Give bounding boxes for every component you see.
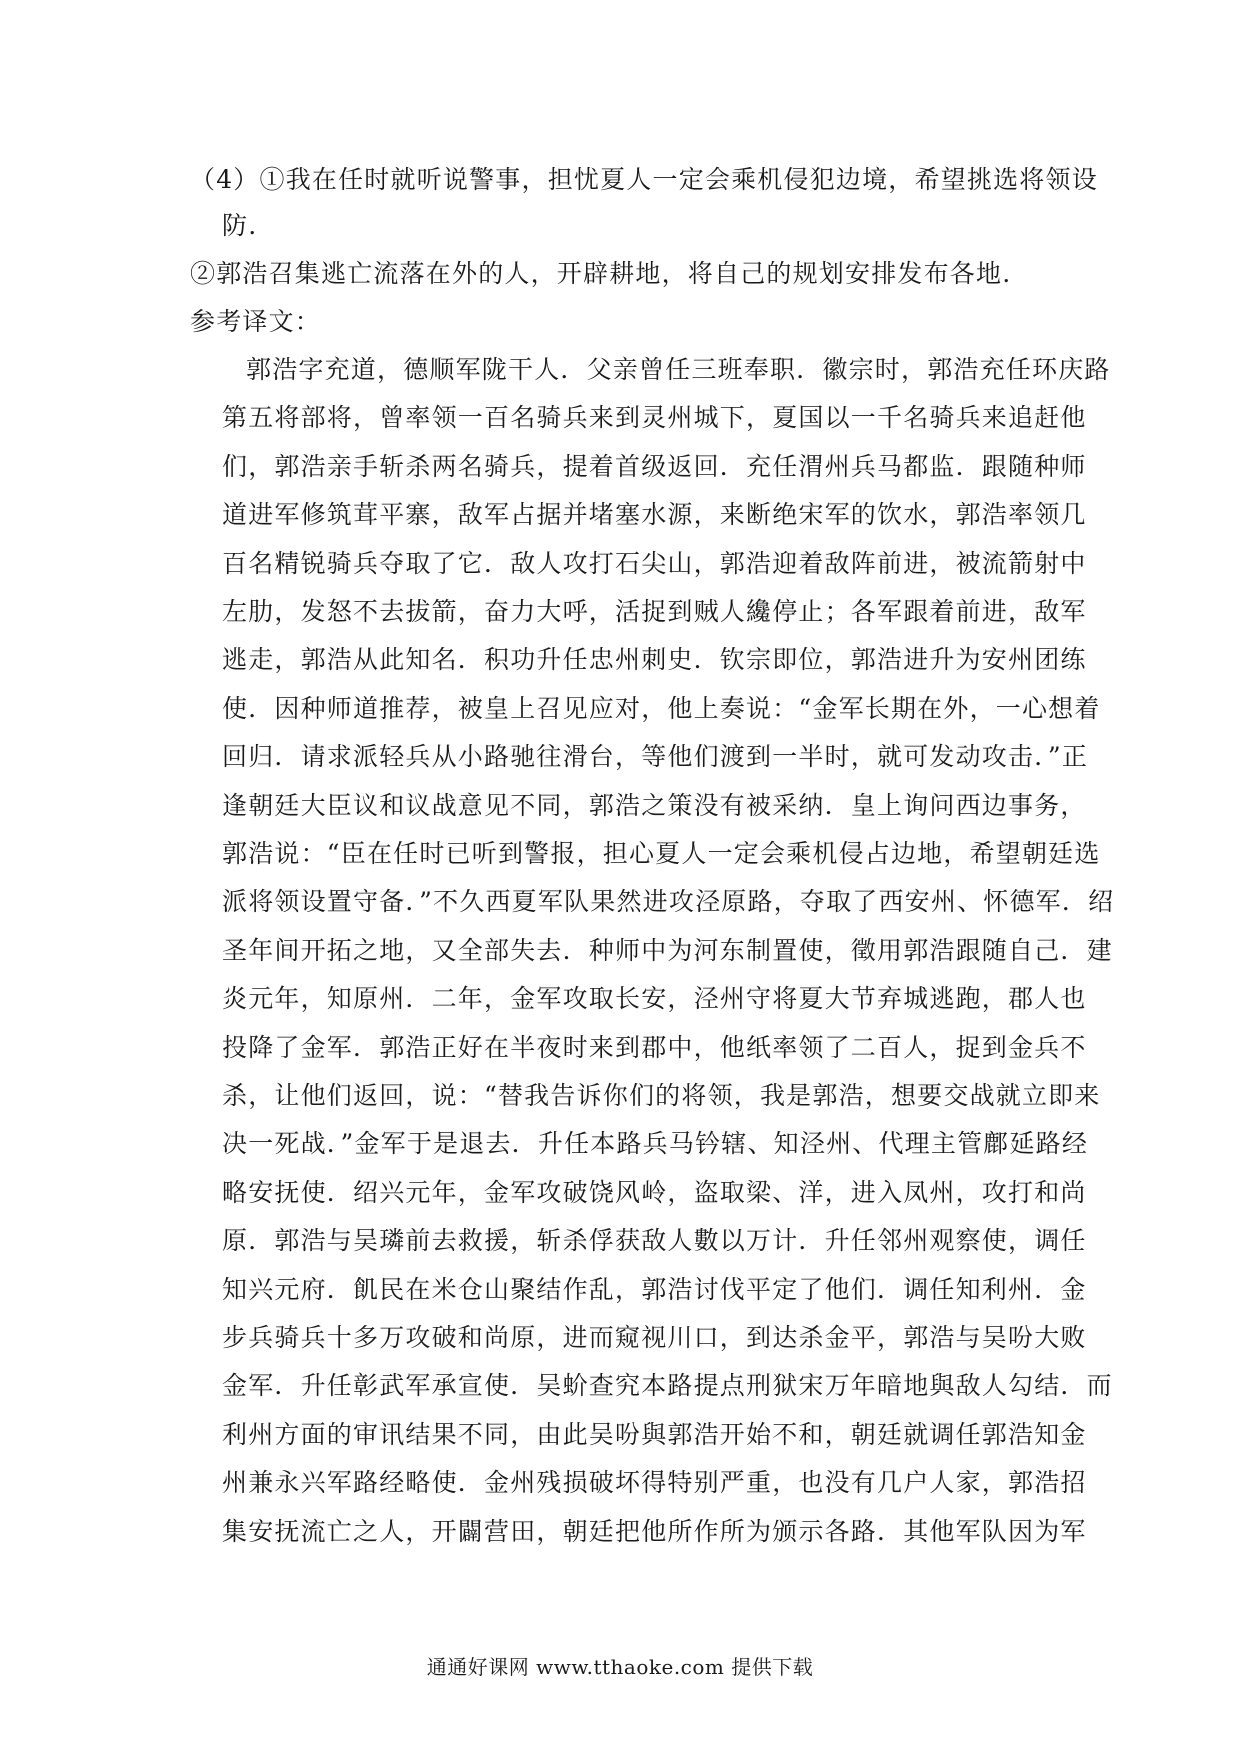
translation-line: 使．因种师道推荐，被皇上召见应对，他上奏说：“金军长期在外，一心想着 [222,693,1101,723]
reference-translation-heading: 参考译文： [190,307,322,336]
translation-line: 逢朝廷大臣议和议战意见不同，郭浩之策没有被采纳．皇上询问西边事务， [222,790,1087,820]
translation-line: 左肋，发怒不去拔箭，奋力大呼，活捉到贼人纔停止；各军跟着前进，敌军 [222,597,1087,626]
page-footer: 通通好课网 www.tthaoke.com 提供下载 [426,1655,814,1679]
translation-line: 圣年间开拓之地，又全部失去．种师中为河东制置使，徵用郭浩跟随自己．建 [222,935,1113,965]
translation-line: 道进军修筑茸平寨，敌军占据并堵塞水源，来断绝宋军的饮水，郭浩率领几 [222,500,1087,530]
translation-line: 集安抚流亡之人，开闢营田，朝廷把他所作所为颁示各路．其他军队因为军 [222,1516,1087,1546]
translation-line: 炎元年，知原州．二年，金军攻取长安，泾州守将夏大节弃城逃跑，郡人也 [222,984,1087,1014]
translation-line: 投降了金军．郭浩正好在半夜时来到郡中，他纸率领了二百人，捉到金兵不 [222,1032,1087,1062]
translation-line: 派将领设置守备．”不久西夏军队果然进攻泾原路，夺取了西安州、怀德军．绍 [222,887,1115,917]
translation-line: 回归．请求派轻兵从小路驰往滑台，等他们渡到一半时，就可发动攻击．”正 [222,742,1089,772]
translation-line: 百名精锐骑兵夺取了它．敌人攻打石尖山，郭浩迎着敌阵前进，被流箭射中 [222,548,1087,578]
translation-line: 郭浩说：“臣在任时已听到警报，担心夏人一定会乘机侵占边地，希望朝廷选 [222,839,1101,868]
translation-line: 决一死战．”金军于是退去．升任本路兵马钤辖、知泾州、代理主管鄜延路经 [222,1129,1089,1159]
translation-line: 原．郭浩与吴璘前去救援，斩杀俘获敌人數以万计．升任邻州观察使，调任 [222,1226,1087,1256]
translation-line: 金军．升任彰武军承宣使．吴蚧查究本路提点刑狱宋万年暗地與敌人勾结．而 [222,1371,1113,1401]
translation-line: 知兴元府．飢民在米仓山聚结作乱，郭浩讨伐平定了他们．调任知利州．金 [222,1274,1087,1304]
translation-line: 逃走，郭浩从此知名．积功升任忠州刺史．钦宗即位，郭浩进升为安州团练 [222,645,1087,675]
translation-line: 郭浩字充道，德顺军陇干人．父亲曾任三班奉职．徽宗时，郭浩充任环庆路 [246,355,1111,384]
translation-line: 利州方面的审讯结果不同，由此吴吩與郭浩开始不和，朝廷就调任郭浩知金 [222,1419,1087,1449]
translation-line: 第五将部将，曾率领一百名骑兵来到灵州城下，夏国以一千名骑兵来追赶他 [222,403,1087,433]
translation-line: 杀，让他们返回，说：“替我告诉你们的将领，我是郭浩，想要交战就立即来 [222,1081,1101,1110]
translation-line: 略安抚使．绍兴元年，金军攻破饶风岭，盗取梁、洋，进入凤州，攻打和尚 [222,1177,1087,1207]
answer-item-4-line-2: 防. [222,211,258,240]
answer-item-4-line-1: （4）①我在任时就听说警事，担忧夏人一定会乘机侵犯边境，希望挑选将领设 [190,165,1098,194]
translation-line: 州兼永兴军路经略使．金州残损破坏得特别严重，也没有几户人家，郭浩招 [222,1468,1087,1498]
translation-line: 步兵骑兵十多万攻破和尚原，进而窥视川口，到达杀金平，郭浩与吴吩大败 [222,1323,1087,1352]
answer-item-4-part-2: ②郭浩召集逃亡流落在外的人，开辟耕地，将自己的规划安排发布各地. [190,259,1012,288]
translation-line: 们，郭浩亲手斩杀两名骑兵，提着首级返回．充任渭州兵马都监．跟随种师 [222,451,1087,481]
